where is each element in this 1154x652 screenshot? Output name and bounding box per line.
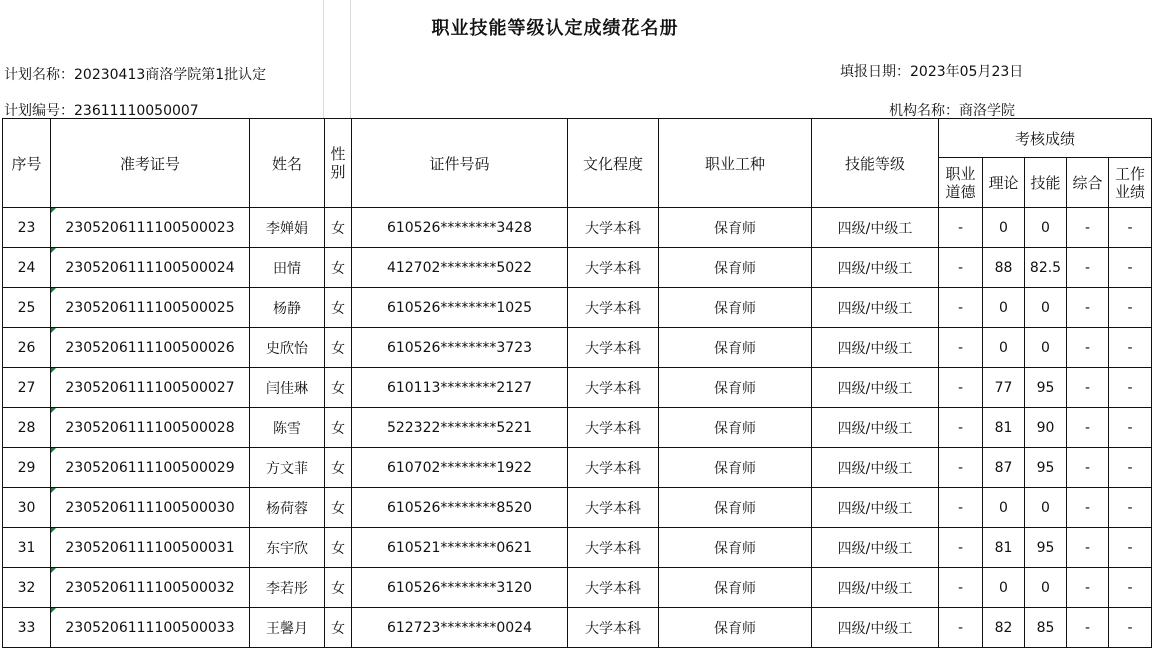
cell-seq[interactable]: 33 (3, 608, 51, 648)
cell-id-number[interactable]: 610526********1025 (352, 288, 568, 328)
cell-name[interactable]: 史欣怡 (250, 328, 325, 368)
cell-overall[interactable]: - (1067, 288, 1109, 328)
cell-overall[interactable]: - (1067, 208, 1109, 248)
cell-theory[interactable]: 88 (983, 248, 1025, 288)
cell-skill[interactable]: 82.5 (1025, 248, 1067, 288)
cell-seq[interactable]: 25 (3, 288, 51, 328)
cell-theory[interactable]: 77 (983, 368, 1025, 408)
cell-work[interactable]: - (1109, 488, 1152, 528)
cell-occupation[interactable]: 保育师 (659, 288, 812, 328)
cell-ticket[interactable]: 2305206111100500027 (51, 368, 250, 408)
cell-theory[interactable]: 0 (983, 568, 1025, 608)
header-gender: 性别 (325, 119, 352, 208)
cell-occupation[interactable]: 保育师 (659, 608, 812, 648)
cell-ticket[interactable]: 2305206111100500025 (51, 288, 250, 328)
cell-name[interactable]: 李婵娟 (250, 208, 325, 248)
cell-work[interactable]: - (1109, 528, 1152, 568)
cell-occupation[interactable]: 保育师 (659, 448, 812, 488)
cell-name[interactable]: 东宇欣 (250, 528, 325, 568)
cell-ethics[interactable]: - (939, 328, 983, 368)
cell-education[interactable]: 大学本科 (568, 448, 659, 488)
cell-ticket[interactable]: 2305206111100500033 (51, 608, 250, 648)
table-row (3, 248, 1152, 288)
cell-skill-level[interactable]: 四级/中级工 (812, 208, 939, 248)
cell-occupation[interactable]: 保育师 (659, 248, 812, 288)
cell-education[interactable]: 大学本科 (568, 408, 659, 448)
cell-work[interactable]: - (1109, 288, 1152, 328)
cell-skill-level[interactable]: 四级/中级工 (812, 488, 939, 528)
cell-skill[interactable]: 0 (1025, 488, 1067, 528)
cell-name[interactable]: 李若彤 (250, 568, 325, 608)
cell-theory[interactable]: 0 (983, 288, 1025, 328)
cell-skill-level[interactable]: 四级/中级工 (812, 288, 939, 328)
cell-skill-level[interactable]: 四级/中级工 (812, 368, 939, 408)
cell-id-number[interactable]: 412702********5022 (352, 248, 568, 288)
cell-id-number[interactable]: 610702********1922 (352, 448, 568, 488)
cell-skill-level[interactable]: 四级/中级工 (812, 328, 939, 368)
cell-seq[interactable]: 30 (3, 488, 51, 528)
header-name: 姓名 (250, 119, 325, 208)
table-row (3, 488, 1152, 528)
cell-seq[interactable]: 27 (3, 368, 51, 408)
header-theory: 理论 (983, 158, 1025, 208)
header-work: 工作业绩 (1109, 158, 1152, 208)
cell-theory[interactable]: 0 (983, 328, 1025, 368)
table-row (3, 288, 1152, 328)
cell-gender[interactable]: 女 (325, 368, 352, 408)
cell-skill[interactable]: 0 (1025, 328, 1067, 368)
cell-occupation[interactable]: 保育师 (659, 408, 812, 448)
cell-skill-level[interactable]: 四级/中级工 (812, 248, 939, 288)
cell-education[interactable]: 大学本科 (568, 528, 659, 568)
cell-id-number[interactable]: 610521********0621 (352, 528, 568, 568)
cell-skill[interactable]: 95 (1025, 448, 1067, 488)
cell-seq[interactable]: 29 (3, 448, 51, 488)
table-row (3, 608, 1152, 648)
cell-skill[interactable]: 95 (1025, 528, 1067, 568)
cell-overall[interactable]: - (1067, 368, 1109, 408)
cell-id-number[interactable]: 610526********3428 (352, 208, 568, 248)
cell-name[interactable]: 杨荷蓉 (250, 488, 325, 528)
cell-ticket[interactable]: 2305206111100500024 (51, 248, 250, 288)
cell-skill[interactable]: 0 (1025, 288, 1067, 328)
cell-id-number[interactable]: 612723********0024 (352, 608, 568, 648)
cell-theory[interactable]: 87 (983, 448, 1025, 488)
header-skill-level: 技能等级 (812, 119, 939, 208)
header-overall: 综合 (1067, 158, 1109, 208)
cell-gender[interactable]: 女 (325, 248, 352, 288)
cell-theory[interactable]: 81 (983, 408, 1025, 448)
cell-occupation[interactable]: 保育师 (659, 528, 812, 568)
cell-name[interactable]: 方文菲 (250, 448, 325, 488)
cell-overall[interactable]: - (1067, 248, 1109, 288)
cell-overall[interactable]: - (1067, 488, 1109, 528)
cell-ethics[interactable]: - (939, 568, 983, 608)
cell-theory[interactable]: 0 (983, 208, 1025, 248)
plan-name: 计划名称：20230413商洛学院第1批认定 (4, 67, 267, 83)
cell-ticket[interactable]: 2305206111100500023 (51, 208, 250, 248)
cell-gender[interactable]: 女 (325, 488, 352, 528)
cell-ethics[interactable]: - (939, 448, 983, 488)
cell-occupation[interactable]: 保育师 (659, 208, 812, 248)
header-education: 文化程度 (568, 119, 659, 208)
cell-ethics[interactable]: - (939, 288, 983, 328)
cell-gender[interactable]: 女 (325, 328, 352, 368)
cell-education[interactable]: 大学本科 (568, 328, 659, 368)
cell-overall[interactable]: - (1067, 528, 1109, 568)
cell-occupation[interactable]: 保育师 (659, 568, 812, 608)
cell-gender[interactable]: 女 (325, 568, 352, 608)
cell-ticket[interactable]: 2305206111100500030 (51, 488, 250, 528)
cell-skill[interactable]: 95 (1025, 368, 1067, 408)
page-title: 职业技能等级认定成绩花名册 (431, 18, 679, 39)
header-seq: 序号 (3, 119, 51, 208)
cell-seq[interactable]: 24 (3, 248, 51, 288)
header-scores: 考核成绩 (939, 119, 1152, 158)
cell-name[interactable]: 闫佳琳 (250, 368, 325, 408)
cell-overall[interactable]: - (1067, 608, 1109, 648)
header-ethics: 职业道德 (939, 158, 983, 208)
cell-work[interactable]: - (1109, 248, 1152, 288)
cell-theory[interactable]: 0 (983, 488, 1025, 528)
cell-seq[interactable]: 28 (3, 408, 51, 448)
cell-ethics[interactable]: - (939, 488, 983, 528)
score-table (2, 118, 1152, 648)
cell-work[interactable]: - (1109, 608, 1152, 648)
cell-work[interactable]: - (1109, 448, 1152, 488)
cell-gender[interactable]: 女 (325, 208, 352, 248)
cell-skill[interactable]: 90 (1025, 408, 1067, 448)
cell-gender[interactable]: 女 (325, 408, 352, 448)
cell-work[interactable]: - (1109, 208, 1152, 248)
cell-ethics[interactable]: - (939, 248, 983, 288)
header-skill: 技能 (1025, 158, 1067, 208)
cell-name[interactable]: 杨静 (250, 288, 325, 328)
table-row (3, 208, 1152, 248)
cell-education[interactable]: 大学本科 (568, 288, 659, 328)
table-row (3, 528, 1152, 568)
cell-name[interactable]: 田情 (250, 248, 325, 288)
cell-work[interactable]: - (1109, 408, 1152, 448)
cell-name[interactable]: 王馨月 (250, 608, 325, 648)
cell-ticket[interactable]: 2305206111100500029 (51, 448, 250, 488)
cell-theory[interactable]: 82 (983, 608, 1025, 648)
cell-ticket[interactable]: 2305206111100500031 (51, 528, 250, 568)
cell-ethics[interactable]: - (939, 208, 983, 248)
cell-education[interactable]: 大学本科 (568, 248, 659, 288)
cell-education[interactable]: 大学本科 (568, 208, 659, 248)
cell-education[interactable]: 大学本科 (568, 608, 659, 648)
cell-seq[interactable]: 26 (3, 328, 51, 368)
cell-id-number[interactable]: 522322********5221 (352, 408, 568, 448)
cell-gender[interactable]: 女 (325, 288, 352, 328)
cell-gender[interactable]: 女 (325, 528, 352, 568)
cell-id-number[interactable]: 610526********3723 (352, 328, 568, 368)
header-id-number: 证件号码 (352, 119, 568, 208)
cell-overall[interactable]: - (1067, 568, 1109, 608)
cell-seq[interactable]: 32 (3, 568, 51, 608)
cell-skill-level[interactable]: 四级/中级工 (812, 448, 939, 488)
cell-id-number[interactable]: 610113********2127 (352, 368, 568, 408)
cell-skill-level[interactable]: 四级/中级工 (812, 568, 939, 608)
cell-ethics[interactable]: - (939, 528, 983, 568)
cell-name[interactable]: 陈雪 (250, 408, 325, 448)
cell-overall[interactable]: - (1067, 328, 1109, 368)
cell-ticket[interactable]: 2305206111100500032 (51, 568, 250, 608)
header-row (3, 119, 1152, 158)
cell-skill[interactable]: 85 (1025, 608, 1067, 648)
table-row (3, 368, 1152, 408)
cell-education[interactable]: 大学本科 (568, 488, 659, 528)
cell-education[interactable]: 大学本科 (568, 568, 659, 608)
plan-number: 计划编号：23611110050007 (4, 103, 199, 119)
cell-occupation[interactable]: 保育师 (659, 328, 812, 368)
cell-skill[interactable]: 0 (1025, 568, 1067, 608)
org-name: 机构名称：商洛学院 (889, 103, 1015, 119)
cell-overall[interactable]: - (1067, 408, 1109, 448)
cell-gender[interactable]: 女 (325, 448, 352, 488)
cell-work[interactable]: - (1109, 568, 1152, 608)
header-occupation: 职业工种 (659, 119, 812, 208)
cell-gender[interactable]: 女 (325, 608, 352, 648)
cell-id-number[interactable]: 610526********8520 (352, 488, 568, 528)
table-row (3, 408, 1152, 448)
cell-occupation[interactable]: 保育师 (659, 368, 812, 408)
cell-skill-level[interactable]: 四级/中级工 (812, 528, 939, 568)
header-ticket: 准考证号 (51, 119, 250, 208)
cell-seq[interactable]: 31 (3, 528, 51, 568)
fill-date: 填报日期：2023年05月23日 (840, 64, 1024, 80)
cell-occupation[interactable]: 保育师 (659, 488, 812, 528)
table-row (3, 448, 1152, 488)
table-row (3, 568, 1152, 608)
cell-skill[interactable]: 0 (1025, 208, 1067, 248)
cell-ethics[interactable]: - (939, 368, 983, 408)
cell-education[interactable]: 大学本科 (568, 368, 659, 408)
cell-ethics[interactable]: - (939, 408, 983, 448)
cell-skill-level[interactable]: 四级/中级工 (812, 408, 939, 448)
cell-ticket[interactable]: 2305206111100500026 (51, 328, 250, 368)
cell-ethics[interactable]: - (939, 608, 983, 648)
cell-overall[interactable]: - (1067, 448, 1109, 488)
cell-skill-level[interactable]: 四级/中级工 (812, 608, 939, 648)
cell-id-number[interactable]: 610526********3120 (352, 568, 568, 608)
cell-work[interactable]: - (1109, 328, 1152, 368)
cell-theory[interactable]: 81 (983, 528, 1025, 568)
cell-ticket[interactable]: 2305206111100500028 (51, 408, 250, 448)
cell-seq[interactable]: 23 (3, 208, 51, 248)
cell-work[interactable]: - (1109, 368, 1152, 408)
table-row (3, 328, 1152, 368)
